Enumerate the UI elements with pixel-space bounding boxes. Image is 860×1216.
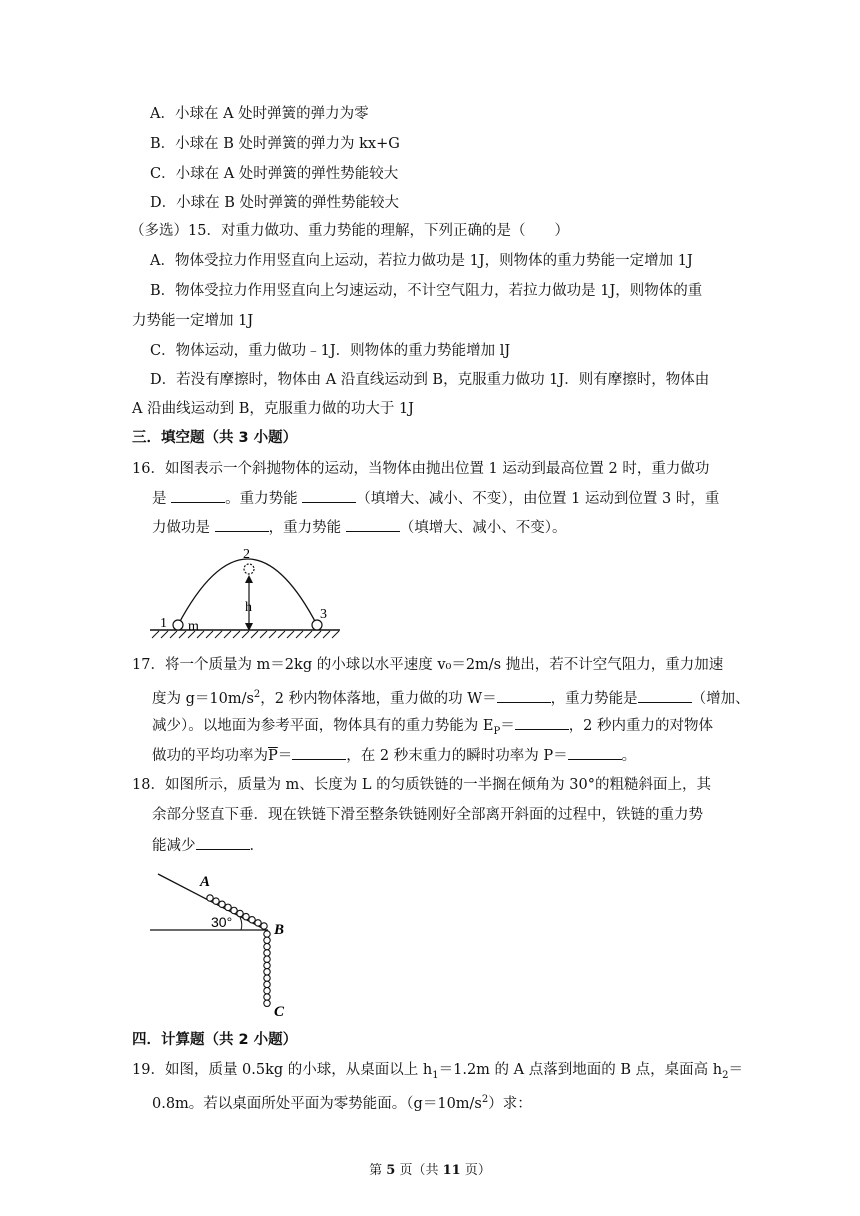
label-position-1: 1	[160, 616, 167, 631]
label-b: B	[274, 922, 285, 938]
chain-link	[249, 917, 255, 923]
section-4-heading: 四．计算题（共 2 小题）	[132, 1032, 298, 1048]
question-15-stem: （多选）15．对重力做功、重力势能的理解，下列正确的是（ ）	[130, 223, 569, 239]
question-16-line2: 是 。重力势能 （填增大、减小、不变），由位置 1 运动到位置 3 时，重	[152, 488, 719, 509]
ball-position-2	[244, 564, 254, 574]
option-14-d: D．小球在 B 处时弹簧的弹性势能较大	[150, 195, 399, 211]
chain-link	[264, 969, 270, 975]
label-h: h	[245, 600, 252, 615]
option-14-c: C．小球在 A 处时弹簧的弹性势能较大	[150, 166, 399, 182]
chain-link	[264, 956, 270, 962]
ball-position-1	[173, 620, 183, 630]
blank-16-3	[215, 517, 269, 532]
chain-incline-figure	[148, 866, 298, 1026]
blank-16-2	[302, 488, 356, 503]
label-position-2: 2	[243, 547, 250, 562]
question-17-line4: 做功的平均功率为$\overline{P}=$ ，在 2 秒末重力的瞬时功率为 P＝ 。	[152, 745, 636, 766]
chain-link	[264, 937, 270, 943]
chain-link	[264, 1000, 270, 1006]
option-15-d: D．若没有摩擦时，物体由 A 沿直线运动到 B，克服重力做功 1J．则有摩擦时，物体由	[150, 372, 710, 388]
chain-link	[264, 943, 270, 949]
label-position-3: 3	[320, 607, 327, 622]
chain-link	[264, 962, 270, 968]
question-19-line1: 19．如图，质量 0.5kg 的小球，从桌面以上 $h_1=1.2m$ 的 A 点落到地面的 B 点，桌面高 $h_2=$	[132, 1062, 743, 1081]
question-16-line1: 16．如图表示一个斜抛物体的运动，当物体由抛出位置 1 运动到最高位置 2 时，重力做功	[132, 461, 710, 477]
chain-link	[261, 923, 267, 929]
chain-link	[264, 975, 270, 981]
section-3-heading: 三．填空题（共 3 小题）	[132, 430, 298, 446]
option-15-b: B．物体受拉力作用竖直向上匀速运动，不计空气阻力，若拉力做功是 1J，则物体的重	[150, 283, 703, 299]
blank-17-5	[568, 745, 622, 760]
question-18-line2: 余部分竖直下垂．现在铁链下滑至整条铁链刚好全部离开斜面的过程中，铁链的重力势	[152, 807, 703, 823]
blank-16-4	[346, 517, 400, 532]
chain-link	[219, 901, 225, 907]
option-15-c: C．物体运动，重力做功﹣1J．则物体的重力势能增加 lJ	[150, 343, 511, 359]
blank-18-1	[196, 835, 250, 850]
blank-17-3	[515, 715, 569, 730]
option-15-b-cont: 力势能一定增加 1J	[132, 313, 254, 329]
chain-link	[264, 931, 270, 937]
blank-17-1	[497, 688, 551, 703]
page-footer: 第 5 页（共 11 页）	[369, 1163, 491, 1178]
chain-link	[264, 981, 270, 987]
chain-link	[243, 913, 249, 919]
blank-16-1	[171, 488, 225, 503]
option-15-a: A．物体受拉力作用竖直向上运动，若拉力做功是 1J，则物体的重力势能一定增加 1J	[150, 253, 693, 269]
label-c: C	[274, 1004, 285, 1020]
question-17-line1: 17．将一个质量为 m＝2kg 的小球以水平速度 v₀＝2m/s 抛出，若不计空气阻力，重力加速	[132, 657, 724, 673]
chain-link	[255, 920, 261, 926]
label-m: m	[188, 619, 199, 634]
chain-link	[237, 910, 243, 916]
option-14-b: B．小球在 B 处时弹簧的弹力为 kx+G	[150, 136, 400, 152]
chain-link	[264, 994, 270, 1000]
projectile-figure	[146, 543, 346, 643]
question-16-line3: 力做功是 ，重力势能 （填增大、减小、不变）。	[152, 517, 566, 538]
chain-link	[264, 950, 270, 956]
question-18-line1: 18．如图所示，质量为 m、长度为 L 的匀质铁链的一半搁在倾角为 30°的粗糙斜面上，其	[132, 777, 711, 793]
option-14-a: A．小球在 A 处时弹簧的弹力为零	[150, 106, 369, 122]
question-17-line2: 度为 $g=10m/s^2$，2 秒内物体落地，重力做的功 W＝ ，重力势能是 （增加、	[152, 689, 750, 707]
blank-17-4	[292, 745, 346, 760]
option-15-d-cont: A 沿曲线运动到 B，克服重力做的功大于 1J	[132, 401, 414, 417]
label-angle: 30°	[211, 914, 233, 930]
chain-link	[207, 895, 213, 901]
question-19-line2: 0.8m。若以桌面所处平面为零势能面。$(g=10m/s^2)$求：	[152, 1094, 532, 1112]
blank-17-2	[638, 688, 692, 703]
label-a: A	[200, 874, 211, 890]
chain-link	[225, 904, 231, 910]
chain-link	[231, 907, 237, 913]
chain-link	[264, 988, 270, 994]
question-17-line3: 减少）。以地面为参考平面，物体具有的重力势能为 $E_P=$ ，2 秒内重力的对物体	[152, 715, 713, 742]
question-18-line3: 能减少 ．	[152, 835, 264, 856]
chain-link	[213, 898, 219, 904]
